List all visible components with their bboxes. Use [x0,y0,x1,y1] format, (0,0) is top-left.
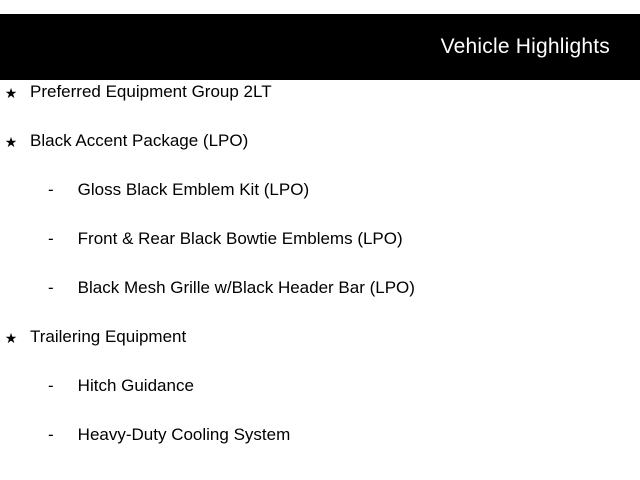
list-item-label: Heavy-Duty Cooling System [77,425,291,444]
list-item-label: Hitch Guidance [77,376,194,395]
highlights-list [0,80,640,472]
sub-item-spacer [0,276,22,277]
list-item [0,374,640,423]
dash-icon: - [48,180,54,199]
list-item [0,276,640,325]
list-item [0,80,640,129]
star-icon: ★ [4,134,18,150]
list-item [0,423,640,472]
dash-icon: - [48,425,54,444]
star-icon: ★ [4,330,18,346]
sub-item-spacer [0,423,22,424]
list-item-label: Front & Rear Black Bowtie Emblems (LPO) [77,229,403,248]
list-item-label: Gloss Black Emblem Kit (LPO) [77,180,310,199]
star-icon: ★ [4,85,18,101]
list-item-label: Black Accent Package (LPO) [30,131,249,150]
list-item-label: Trailering Equipment [30,327,187,346]
list-item-label: Preferred Equipment Group 2LT [30,82,272,101]
dash-icon: - [48,229,54,248]
dash-icon: - [48,278,54,297]
dash-icon: - [48,376,54,395]
header-banner [0,14,640,80]
list-item [0,129,640,178]
list-item [0,227,640,276]
sub-item-spacer [0,178,22,179]
list-item [0,178,640,227]
page-title: Vehicle Highlights [440,35,610,58]
sub-item-spacer [0,227,22,228]
list-item-label: Black Mesh Grille w/Black Header Bar (LPO) [77,278,415,297]
list-item [0,325,640,374]
sub-item-spacer [0,374,22,375]
